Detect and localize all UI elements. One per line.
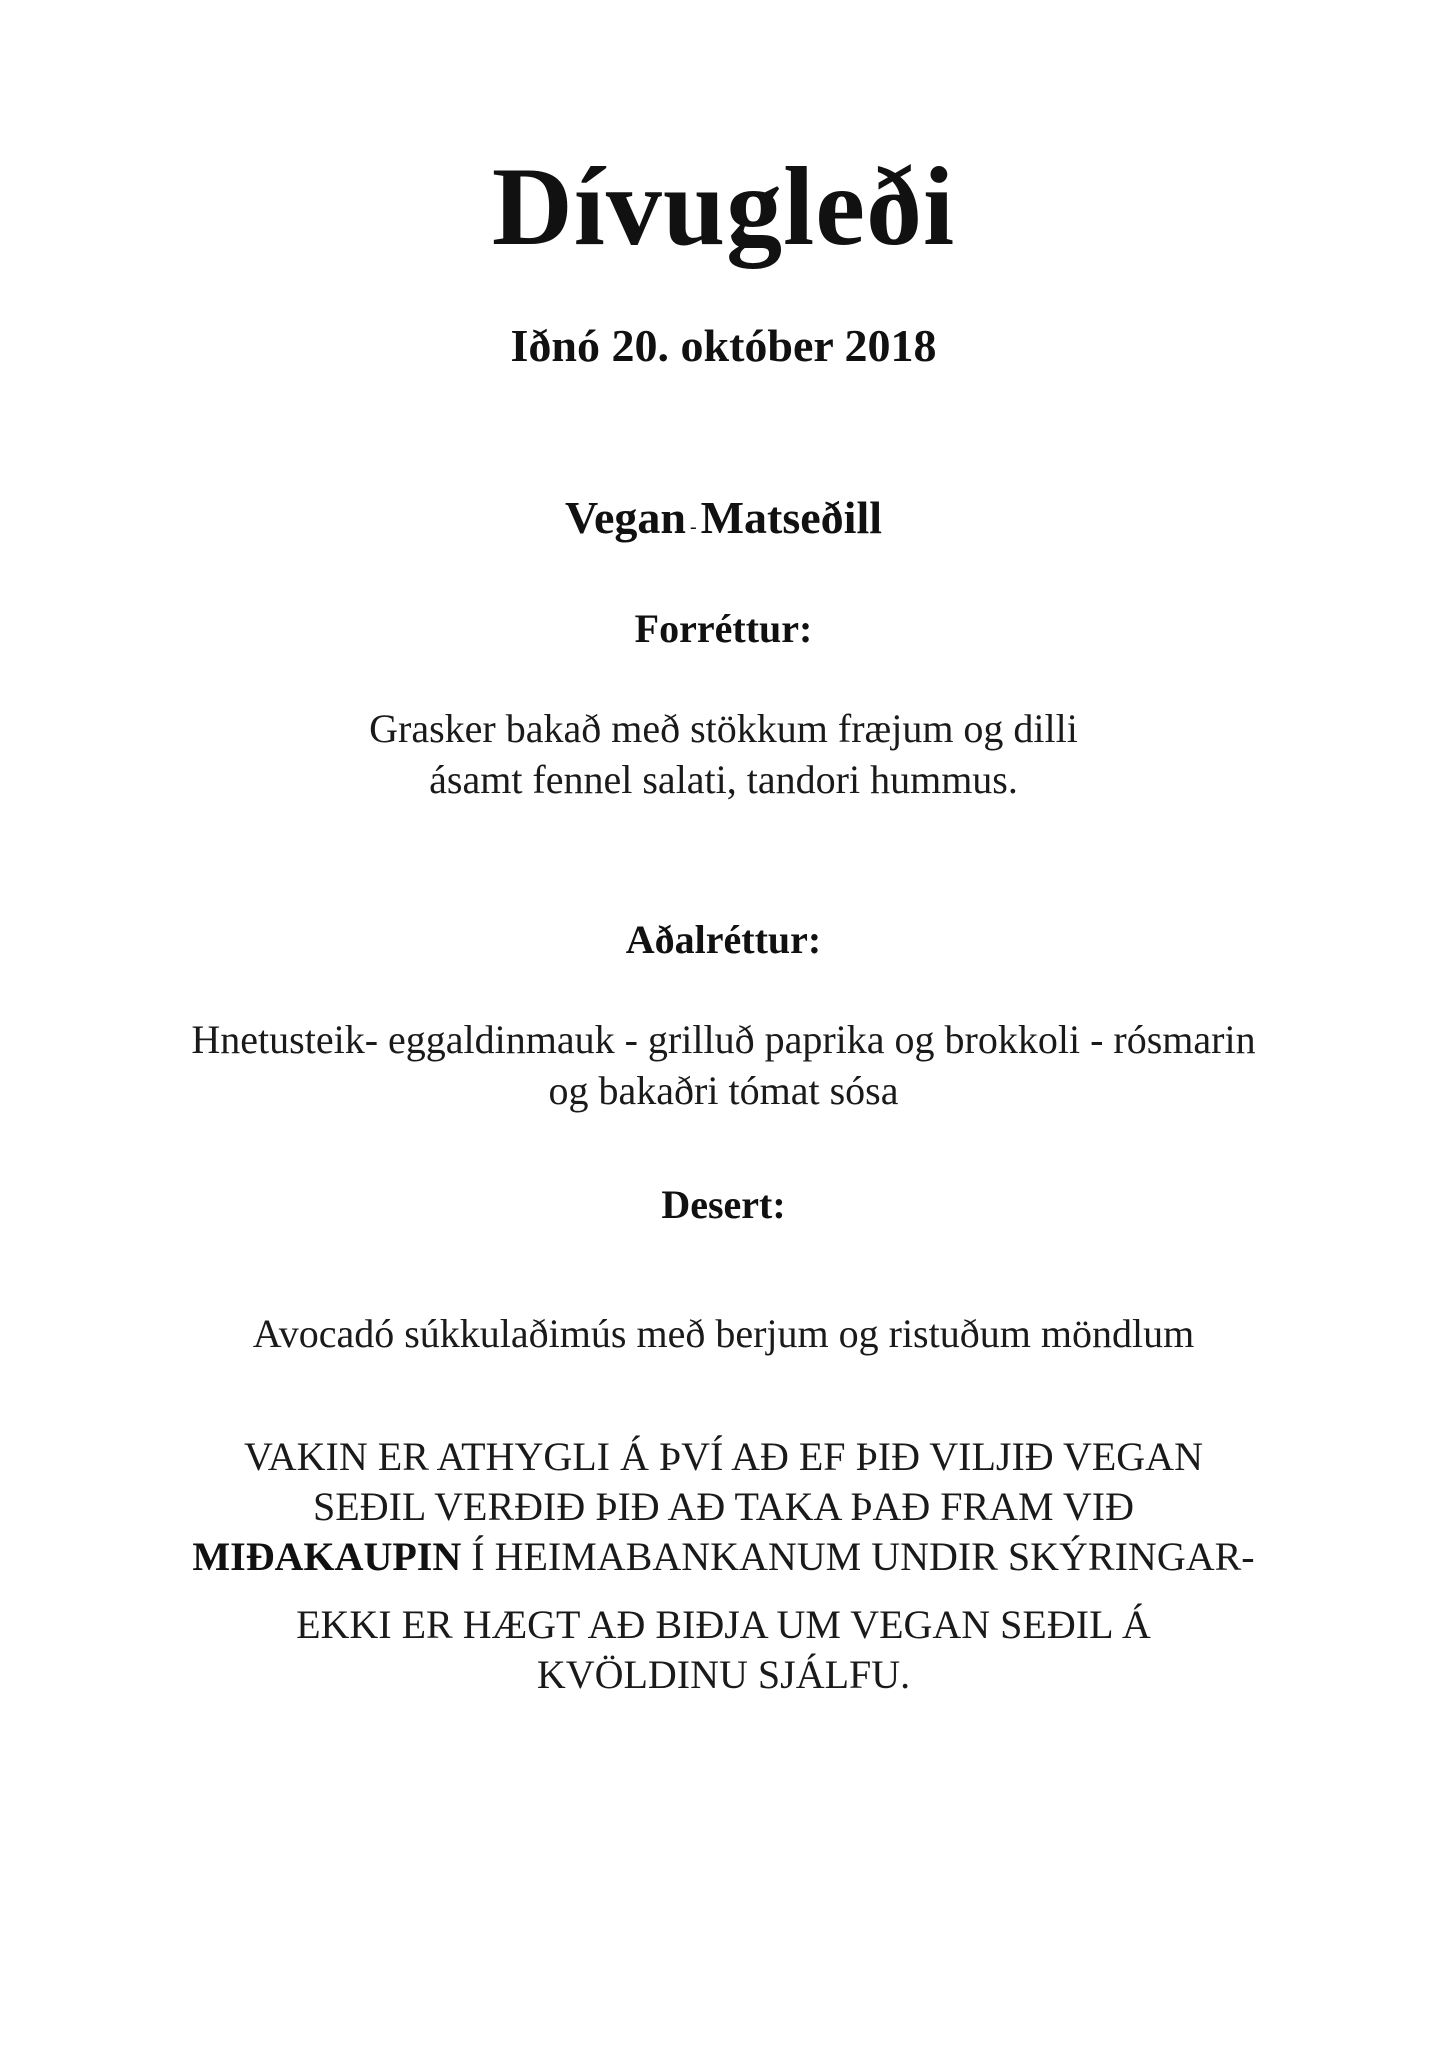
dessert-description-line: Avocadó súkkulaðimús með berjum og ristuðum möndlum: [252, 1311, 1195, 1356]
notice-line: EKKI ER HÆGT AÐ BIÐJA UM VEGAN SEÐIL Á: [296, 1602, 1151, 1647]
notice-line: SEÐIL VERÐIÐ ÞIÐ AÐ TAKA ÞAÐ FRAM VIÐ: [313, 1484, 1134, 1529]
menu-heading-matsedill: Matseðill: [700, 492, 883, 543]
venue-date: Iðnó 20. október 2018: [510, 320, 937, 371]
menu-heading: [0, 490, 1447, 555]
menu-heading-dash: -: [689, 516, 697, 538]
main-course-description-line: Hnetusteik- eggaldinmauk - grilluð paprika og brokkoli - rósmarin: [191, 1017, 1256, 1062]
page-title: Dívugleði: [491, 145, 956, 269]
notice-line: VAKIN ER ATHYGLI Á ÞVÍ AÐ EF ÞIÐ VILJIÐ VEGAN: [244, 1434, 1203, 1479]
main-course-heading: Aðalréttur:: [625, 917, 822, 962]
starter-description-line: ásamt fennel salati, tandori hummus.: [429, 757, 1018, 802]
notice-emphasis: MIÐAKAUPIN: [192, 1534, 462, 1579]
starter-heading: Forréttur:: [634, 606, 813, 651]
notice-line: [0, 1532, 1447, 1582]
menu-heading-vegan: Vegan: [564, 492, 686, 543]
starter-description-line: Grasker bakað með stökkum fræjum og dilli: [369, 706, 1078, 751]
main-course-description-line: og bakaðri tómat sósa: [548, 1068, 899, 1113]
notice-line: KVÖLDINU SJÁLFU.: [536, 1652, 911, 1697]
dessert-heading: Desert:: [661, 1182, 786, 1227]
notice-line-rest: Í HEIMABANKANUM UNDIR SKÝRINGAR-: [461, 1534, 1255, 1579]
